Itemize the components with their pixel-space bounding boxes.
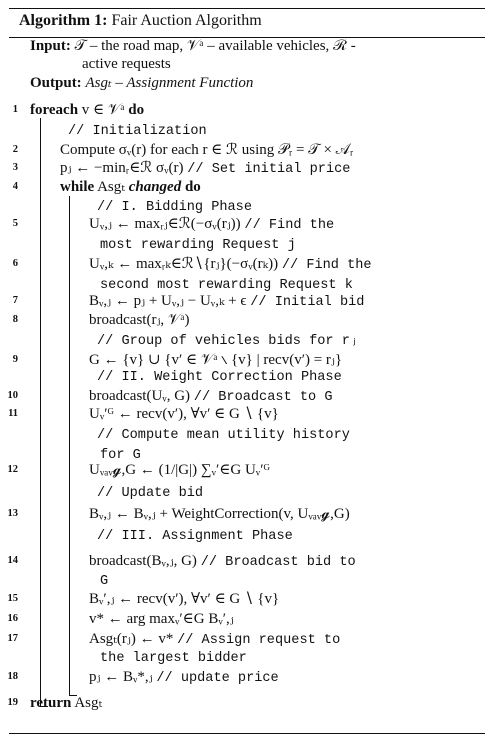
algorithm-line bbox=[60, 141, 353, 159]
algorithm-label: Algorithm 1: bbox=[19, 12, 108, 29]
comment: // update price bbox=[156, 671, 279, 686]
input-label: Input: bbox=[30, 38, 71, 54]
algorithm-name: Fair Auction Algorithm bbox=[111, 12, 262, 29]
line-number: 18 bbox=[7, 671, 18, 682]
input-line-2 bbox=[82, 55, 171, 73]
line-number: 9 bbox=[12, 354, 18, 365]
line-number: 13 bbox=[7, 508, 18, 519]
algorithm-line bbox=[97, 483, 203, 503]
while-block-bar bbox=[69, 196, 70, 695]
statement: Uᵥ′ᴳ ← recv(v′), ∀v′ ∈ G ∖ {v} bbox=[89, 406, 279, 422]
statement: Bᵥ,ⱼ ← Bᵥ,ⱼ + WeightCorrection(v, Uᵥₐᵥ𝓰,G) bbox=[89, 506, 350, 522]
comment: for G bbox=[100, 448, 141, 463]
keyword: do bbox=[128, 102, 145, 118]
line-number: 10 bbox=[7, 390, 18, 401]
algorithm-line bbox=[89, 405, 279, 423]
comment: // Assign request to bbox=[177, 633, 341, 648]
line-number: 1 bbox=[12, 104, 18, 115]
keyword: foreach bbox=[30, 102, 79, 118]
line-number: 8 bbox=[12, 314, 18, 325]
keyword: while bbox=[60, 179, 95, 195]
algorithm-line bbox=[60, 159, 350, 179]
comment: // Set initial price bbox=[187, 162, 351, 177]
line-number: 2 bbox=[12, 144, 18, 155]
comment: // Group of vehicles bids for rⱼ bbox=[97, 334, 359, 349]
statement: G ← {v} ∪ {v′ ∈ 𝒱ᵃ ∖ {v} | recv(v′) = rⱼ} bbox=[89, 352, 343, 368]
statement: Compute σᵥ(r) for each r ∈ ℛ using 𝒫ᵣ = 𝒯 × 𝒜ᵣ bbox=[60, 142, 354, 158]
comment: // Initialization bbox=[68, 124, 207, 139]
line-number: 19 bbox=[7, 697, 18, 708]
statement: Uᵥₐᵥ𝓰,G ← (1/|G|) ∑ᵥ′∈G Uᵥ′ᴳ bbox=[89, 462, 270, 478]
comment: the largest bidder bbox=[100, 651, 247, 666]
line-number: 14 bbox=[7, 555, 18, 566]
statement: Asgₜ(rⱼ) ← v* bbox=[89, 631, 174, 647]
algorithm-line bbox=[89, 552, 356, 572]
condition: changed bbox=[128, 179, 182, 195]
line-number: 12 bbox=[7, 464, 18, 475]
comment: G bbox=[100, 574, 109, 589]
output-label: Output: bbox=[30, 75, 82, 91]
statement: Uᵥ,ₖ ← maxᵣₖ∈ℛ∖{rⱼ}(−σᵥ(rₖ)) bbox=[89, 256, 279, 272]
statement: Bᵥ,ⱼ ← pⱼ + Uᵥ,ⱼ − Uᵥ,ₖ + ϵ bbox=[89, 293, 247, 309]
statement: broadcast(rⱼ, 𝒱ᵃ) bbox=[89, 312, 190, 328]
statement: broadcast(Bᵥ,ⱼ, G) bbox=[89, 553, 197, 569]
algorithm-line bbox=[89, 255, 372, 275]
algorithm-line bbox=[100, 571, 108, 591]
statement: pⱼ ← −minᵣ∈ℛ σᵥ(r) bbox=[60, 160, 184, 176]
algorithm-line bbox=[30, 101, 144, 119]
algorithm-line bbox=[89, 668, 279, 688]
keyword: do bbox=[181, 179, 201, 195]
comment: // Update bid bbox=[97, 486, 204, 501]
algorithm-line bbox=[97, 331, 358, 351]
statement: v ∈ 𝒱ᵃ bbox=[78, 102, 129, 118]
algorithm-line bbox=[100, 648, 247, 668]
statement: Uᵥ,ⱼ ← maxᵣⱼ∈ℛ(−σᵥ(rⱼ)) bbox=[89, 216, 241, 232]
line-number: 17 bbox=[7, 633, 18, 644]
comment: // Initial bid bbox=[250, 295, 365, 310]
comment: // I. Bidding Phase bbox=[97, 200, 252, 215]
statement: v* ← arg maxᵥ′∈G Bᵥ′,ⱼ bbox=[89, 611, 234, 627]
algorithm-line bbox=[89, 590, 279, 608]
line-number: 3 bbox=[12, 162, 18, 173]
comment: // Find the bbox=[244, 218, 335, 233]
input-text-2: active requests bbox=[82, 56, 171, 72]
algorithm-line bbox=[97, 367, 342, 387]
algorithm-line bbox=[60, 178, 201, 196]
line-number: 4 bbox=[12, 181, 18, 192]
foreach-block-bar bbox=[40, 118, 41, 706]
algorithm-line bbox=[89, 505, 350, 523]
comment: // Broadcast to G bbox=[193, 390, 333, 405]
line-number: 15 bbox=[7, 593, 18, 604]
statement: Asgₜ bbox=[71, 695, 103, 711]
comment: // III. Assignment Phase bbox=[97, 529, 293, 544]
algorithm-line bbox=[97, 425, 350, 445]
algorithm-line bbox=[89, 461, 270, 479]
comment: // Find the bbox=[281, 258, 372, 273]
algorithm-line bbox=[97, 197, 252, 217]
line-number: 6 bbox=[12, 258, 18, 269]
algorithm-line bbox=[89, 215, 334, 235]
keyword: return bbox=[30, 695, 72, 711]
line-number: 5 bbox=[12, 218, 18, 229]
algorithm-line bbox=[68, 121, 207, 141]
line-number: 7 bbox=[12, 295, 18, 306]
algorithm-line bbox=[89, 311, 190, 329]
comment: // II. Weight Correction Phase bbox=[97, 370, 342, 385]
statement: Bᵥ′,ⱼ ← recv(v′), ∀v′ ∈ G ∖ {v} bbox=[89, 591, 280, 607]
input-line bbox=[30, 37, 356, 55]
statement: broadcast(Uᵥ, G) bbox=[89, 388, 191, 404]
algorithm-line bbox=[89, 630, 340, 650]
algorithm-line bbox=[97, 526, 293, 546]
line-number: 16 bbox=[7, 613, 18, 624]
statement: pⱼ ← Bᵥ*,ⱼ bbox=[89, 669, 153, 685]
algorithm-line bbox=[100, 235, 296, 255]
algorithm-line bbox=[30, 694, 102, 712]
algorithm-line bbox=[89, 292, 364, 312]
comment: // Broadcast bid to bbox=[200, 555, 356, 570]
statement: Asgₜ bbox=[94, 179, 129, 195]
algorithm-line bbox=[89, 610, 234, 628]
input-text-1: 𝒯 – the road map, 𝒱ᵃ – available vehicles, ℛ - bbox=[74, 38, 356, 54]
comment: // Compute mean utility history bbox=[97, 428, 350, 443]
output-line bbox=[30, 74, 253, 92]
algorithm-title bbox=[19, 12, 262, 30]
algorithm-line bbox=[89, 387, 332, 407]
comment: second most rewarding Request k bbox=[100, 278, 353, 293]
comment: most rewarding Request j bbox=[100, 238, 296, 253]
output-text: Asgₜ – Assignment Function bbox=[85, 75, 254, 91]
line-number: 11 bbox=[8, 408, 18, 419]
